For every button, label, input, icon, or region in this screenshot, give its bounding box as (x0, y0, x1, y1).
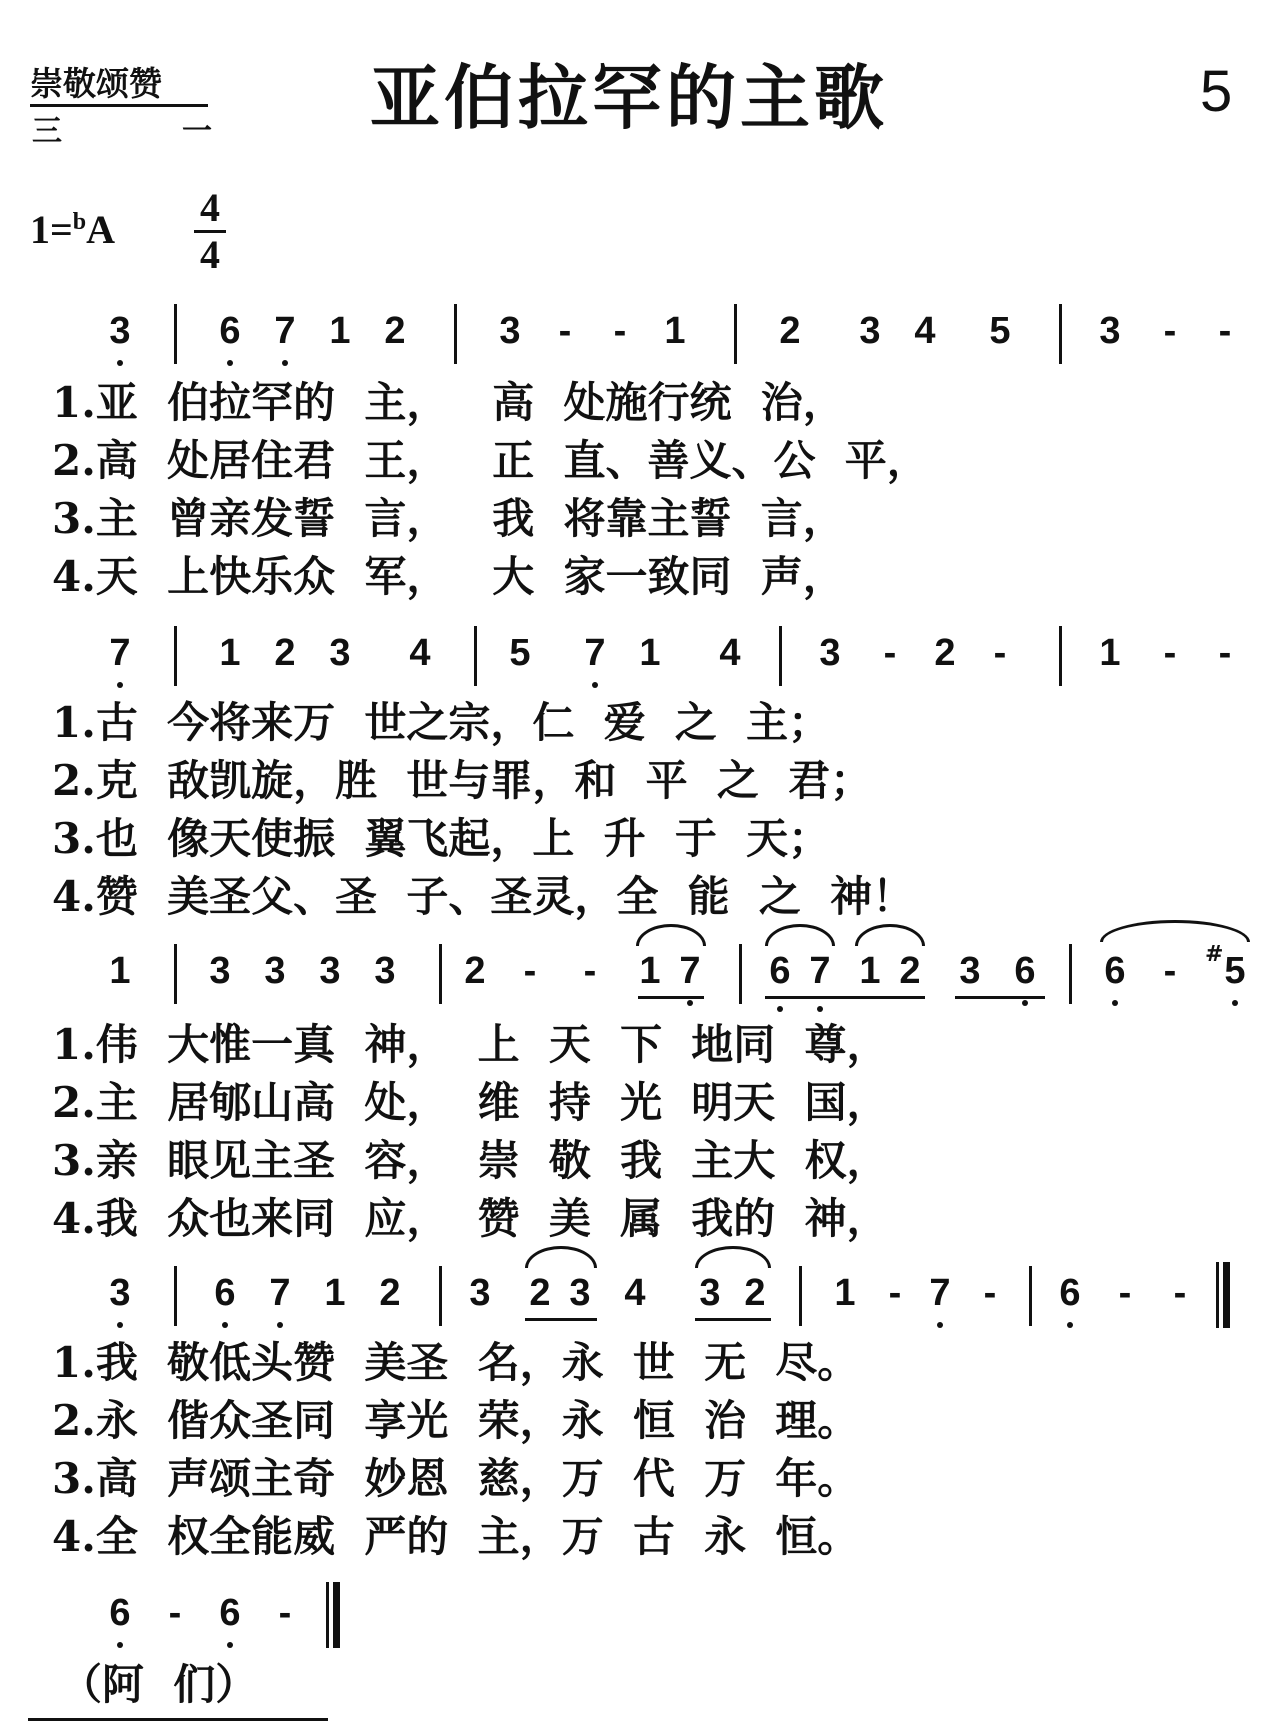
jianpu-note: 3 (859, 310, 881, 352)
jianpu-note: 7 (269, 1272, 291, 1314)
jianpu-note: 4 (719, 632, 741, 674)
key-flat: b (72, 209, 87, 235)
bar-line (174, 304, 177, 364)
notes-4 (0, 1272, 1280, 1332)
bar-line (734, 304, 737, 364)
jianpu-note: - (558, 310, 572, 352)
jianpu-note: 2 (899, 950, 921, 992)
jianpu-note: 6 (219, 310, 241, 352)
jianpu-note: - (1118, 1272, 1132, 1314)
lyric-line: 4.我 众也来同 应， 赞 美 属 我的 神， (52, 1194, 889, 1243)
key-signature (30, 206, 115, 253)
jianpu-note: 3 (819, 632, 841, 674)
octave-dot (117, 1322, 123, 1328)
beam-underline (955, 996, 1045, 999)
beam-underline (695, 1318, 771, 1321)
jianpu-note: 2 (934, 632, 956, 674)
jianpu-note: 2 (379, 1272, 401, 1314)
slur (855, 924, 925, 946)
octave-dot (687, 1000, 693, 1006)
section-number-left: 三 (32, 114, 62, 149)
jianpu-note: - (278, 1592, 292, 1634)
octave-dot (222, 1322, 228, 1328)
jianpu-note: 3 (1099, 310, 1121, 352)
notes-1 (0, 310, 1280, 370)
bottom-rule (28, 1718, 328, 1721)
lyric-line: 1.古 今将来万 世之宗，仁 爱 之 主； (52, 698, 831, 747)
amen-line: （阿 们） (60, 1660, 258, 1709)
jianpu-note: - (1163, 310, 1177, 352)
section-label: 崇敬颂赞 (30, 64, 162, 103)
jianpu-note: - (1163, 950, 1177, 992)
octave-dot (1232, 1000, 1238, 1006)
lyric-line: 4.赞 美圣父、圣 子、圣灵，全 能 之 神！ (52, 872, 915, 921)
jianpu-note: 3 (699, 1272, 721, 1314)
lyric-line: 3.主 曾亲发誓 言， 我 将靠主誓 言， (52, 494, 845, 543)
section-number-right: 一 (182, 114, 212, 149)
jianpu-note: 1 (324, 1272, 346, 1314)
key-note: A (86, 207, 116, 252)
jianpu-note: 1 (639, 950, 661, 992)
beam-underline (638, 996, 704, 999)
jianpu-note: - (168, 1592, 182, 1634)
final-bar-line (326, 1582, 340, 1648)
jianpu-note: 6 (1014, 950, 1036, 992)
jianpu-note: 7 (809, 950, 831, 992)
bar-line (779, 626, 782, 686)
octave-dot (227, 360, 233, 366)
octave-dot (277, 1322, 283, 1328)
jianpu-note: 2 (274, 632, 296, 674)
bar-line (1069, 944, 1072, 1004)
jianpu-note: - (1218, 632, 1232, 674)
jianpu-note: 1 (329, 310, 351, 352)
jianpu-note: - (883, 632, 897, 674)
jianpu-note: 2 (529, 1272, 551, 1314)
bar-line (799, 1266, 802, 1326)
jianpu-note: 3 (499, 310, 521, 352)
bar-line (1029, 1266, 1032, 1326)
jianpu-note: 6 (109, 1592, 131, 1634)
octave-dot (1022, 1000, 1028, 1006)
bar-line (174, 944, 177, 1004)
jianpu-note: 7 (109, 632, 131, 674)
jianpu-note: 7 (929, 1272, 951, 1314)
beam-underline (525, 1318, 597, 1321)
jianpu-note: - (993, 632, 1007, 674)
jianpu-note: - (523, 950, 537, 992)
lyric-line: 4.全 权全能威 严的 主，万 古 永 恒。 (52, 1512, 860, 1561)
jianpu-note: 6 (1059, 1272, 1081, 1314)
octave-dot (1112, 1000, 1118, 1006)
jianpu-note: 7 (679, 950, 701, 992)
jianpu-note: 1 (834, 1272, 856, 1314)
jianpu-note: - (888, 1272, 902, 1314)
jianpu-note: 1 (219, 632, 241, 674)
jianpu-note: 1 (664, 310, 686, 352)
jianpu-note: 3 (329, 632, 351, 674)
jianpu-note: 3 (264, 950, 286, 992)
jianpu-note: - (583, 950, 597, 992)
lyric-line: 3.也 像天使振 翼飞起，上 升 于 天； (52, 814, 831, 863)
lyric-line: 2.高 处居住君 王， 正 直、善义、公 平， (52, 436, 929, 485)
jianpu-note: - (983, 1272, 997, 1314)
octave-dot (1067, 1322, 1073, 1328)
slur (695, 1246, 771, 1268)
jianpu-note: 2 (744, 1272, 766, 1314)
section-number (32, 106, 212, 150)
time-signature (190, 186, 230, 277)
bar-line (1059, 304, 1062, 364)
octave-dot (592, 682, 598, 688)
notes-2 (0, 632, 1280, 692)
jianpu-note: - (1218, 310, 1232, 352)
jianpu-note: 2 (779, 310, 801, 352)
jianpu-note: 2 (384, 310, 406, 352)
slur (525, 1246, 597, 1268)
bar-line (1059, 626, 1062, 686)
jianpu-note: 1 (1099, 632, 1121, 674)
final-bar-line (1216, 1262, 1230, 1328)
lyric-line: 1.伟 大惟一真 神， 上 天 下 地同 尊， (52, 1020, 889, 1069)
octave-dot (117, 682, 123, 688)
lyric-line: 2.主 居郇山高 处， 维 持 光 明天 国， (52, 1078, 889, 1127)
bar-line (739, 944, 742, 1004)
sharp-sign: # (1205, 942, 1224, 967)
notes-3 (0, 942, 1280, 1010)
jianpu-note: - (1163, 632, 1177, 674)
jianpu-note: - (1173, 1272, 1187, 1314)
bar-line (454, 304, 457, 364)
song-title: 亚伯拉罕的主歌 (370, 57, 888, 139)
jianpu-note: - (613, 310, 627, 352)
slur (636, 924, 706, 946)
jianpu-note: 3 (569, 1272, 591, 1314)
jianpu-note: 7 (584, 632, 606, 674)
page-number: 5 (1200, 59, 1233, 124)
jianpu-note: 5 (509, 632, 531, 674)
bar-line (474, 626, 477, 686)
slur (1100, 920, 1250, 942)
bar-line (174, 626, 177, 686)
lyric-line: 4.天 上快乐众 军， 大 家一致同 声， (52, 552, 845, 601)
jianpu-note: 4 (624, 1272, 646, 1314)
lyric-line: 3.亲 眼见主圣 容， 崇 敬 我 主大 权， (52, 1136, 889, 1185)
jianpu-note: 3 (109, 1272, 131, 1314)
lyric-line: 3.高 声颂主奇 妙恩 慈，万 代 万 年。 (52, 1454, 860, 1503)
bar-line (439, 1266, 442, 1326)
jianpu-note: 7 (274, 310, 296, 352)
jianpu-note: 6 (769, 950, 791, 992)
jianpu-note: 3 (209, 950, 231, 992)
jianpu-note: 3 (469, 1272, 491, 1314)
lyric-line: 1.亚 伯拉罕的 主， 高 处施行统 治， (52, 378, 845, 427)
key-prefix: 1= (30, 207, 73, 252)
lyric-line: 2.克 敌凯旋，胜 世与罪，和 平 之 君； (52, 756, 873, 805)
jianpu-note: 6 (214, 1272, 236, 1314)
jianpu-note: 4 (914, 310, 936, 352)
octave-dot (227, 1642, 233, 1648)
jianpu-note: 3 (374, 950, 396, 992)
octave-dot (937, 1322, 943, 1328)
jianpu-note: 4 (409, 632, 431, 674)
jianpu-note: 3 (109, 310, 131, 352)
bar-line (174, 1266, 177, 1326)
jianpu-note: 6 (219, 1592, 241, 1634)
slur (765, 924, 835, 946)
jianpu-note: 1 (859, 950, 881, 992)
lyric-line: 1.我 敬低头赞 美圣 名，永 世 无 尽。 (52, 1338, 860, 1387)
time-top: 4 (200, 185, 220, 230)
octave-dot (117, 360, 123, 366)
bar-line (439, 944, 442, 1004)
jianpu-note: 3 (319, 950, 341, 992)
jianpu-note: 1 (639, 632, 661, 674)
jianpu-note: 1 (109, 950, 131, 992)
octave-dot (117, 1642, 123, 1648)
beam-underline (765, 996, 925, 999)
amen-notes (0, 1592, 1280, 1652)
jianpu-note: 5 (989, 310, 1011, 352)
octave-dot (282, 360, 288, 366)
time-bottom: 4 (200, 232, 220, 277)
jianpu-note: 3 (959, 950, 981, 992)
jianpu-note: 2 (464, 950, 486, 992)
jianpu-note: 5 (1224, 950, 1246, 992)
jianpu-note: 6 (1104, 950, 1126, 992)
lyric-line: 2.永 偕众圣同 享光 荣，永 恒 治 理。 (52, 1396, 860, 1445)
